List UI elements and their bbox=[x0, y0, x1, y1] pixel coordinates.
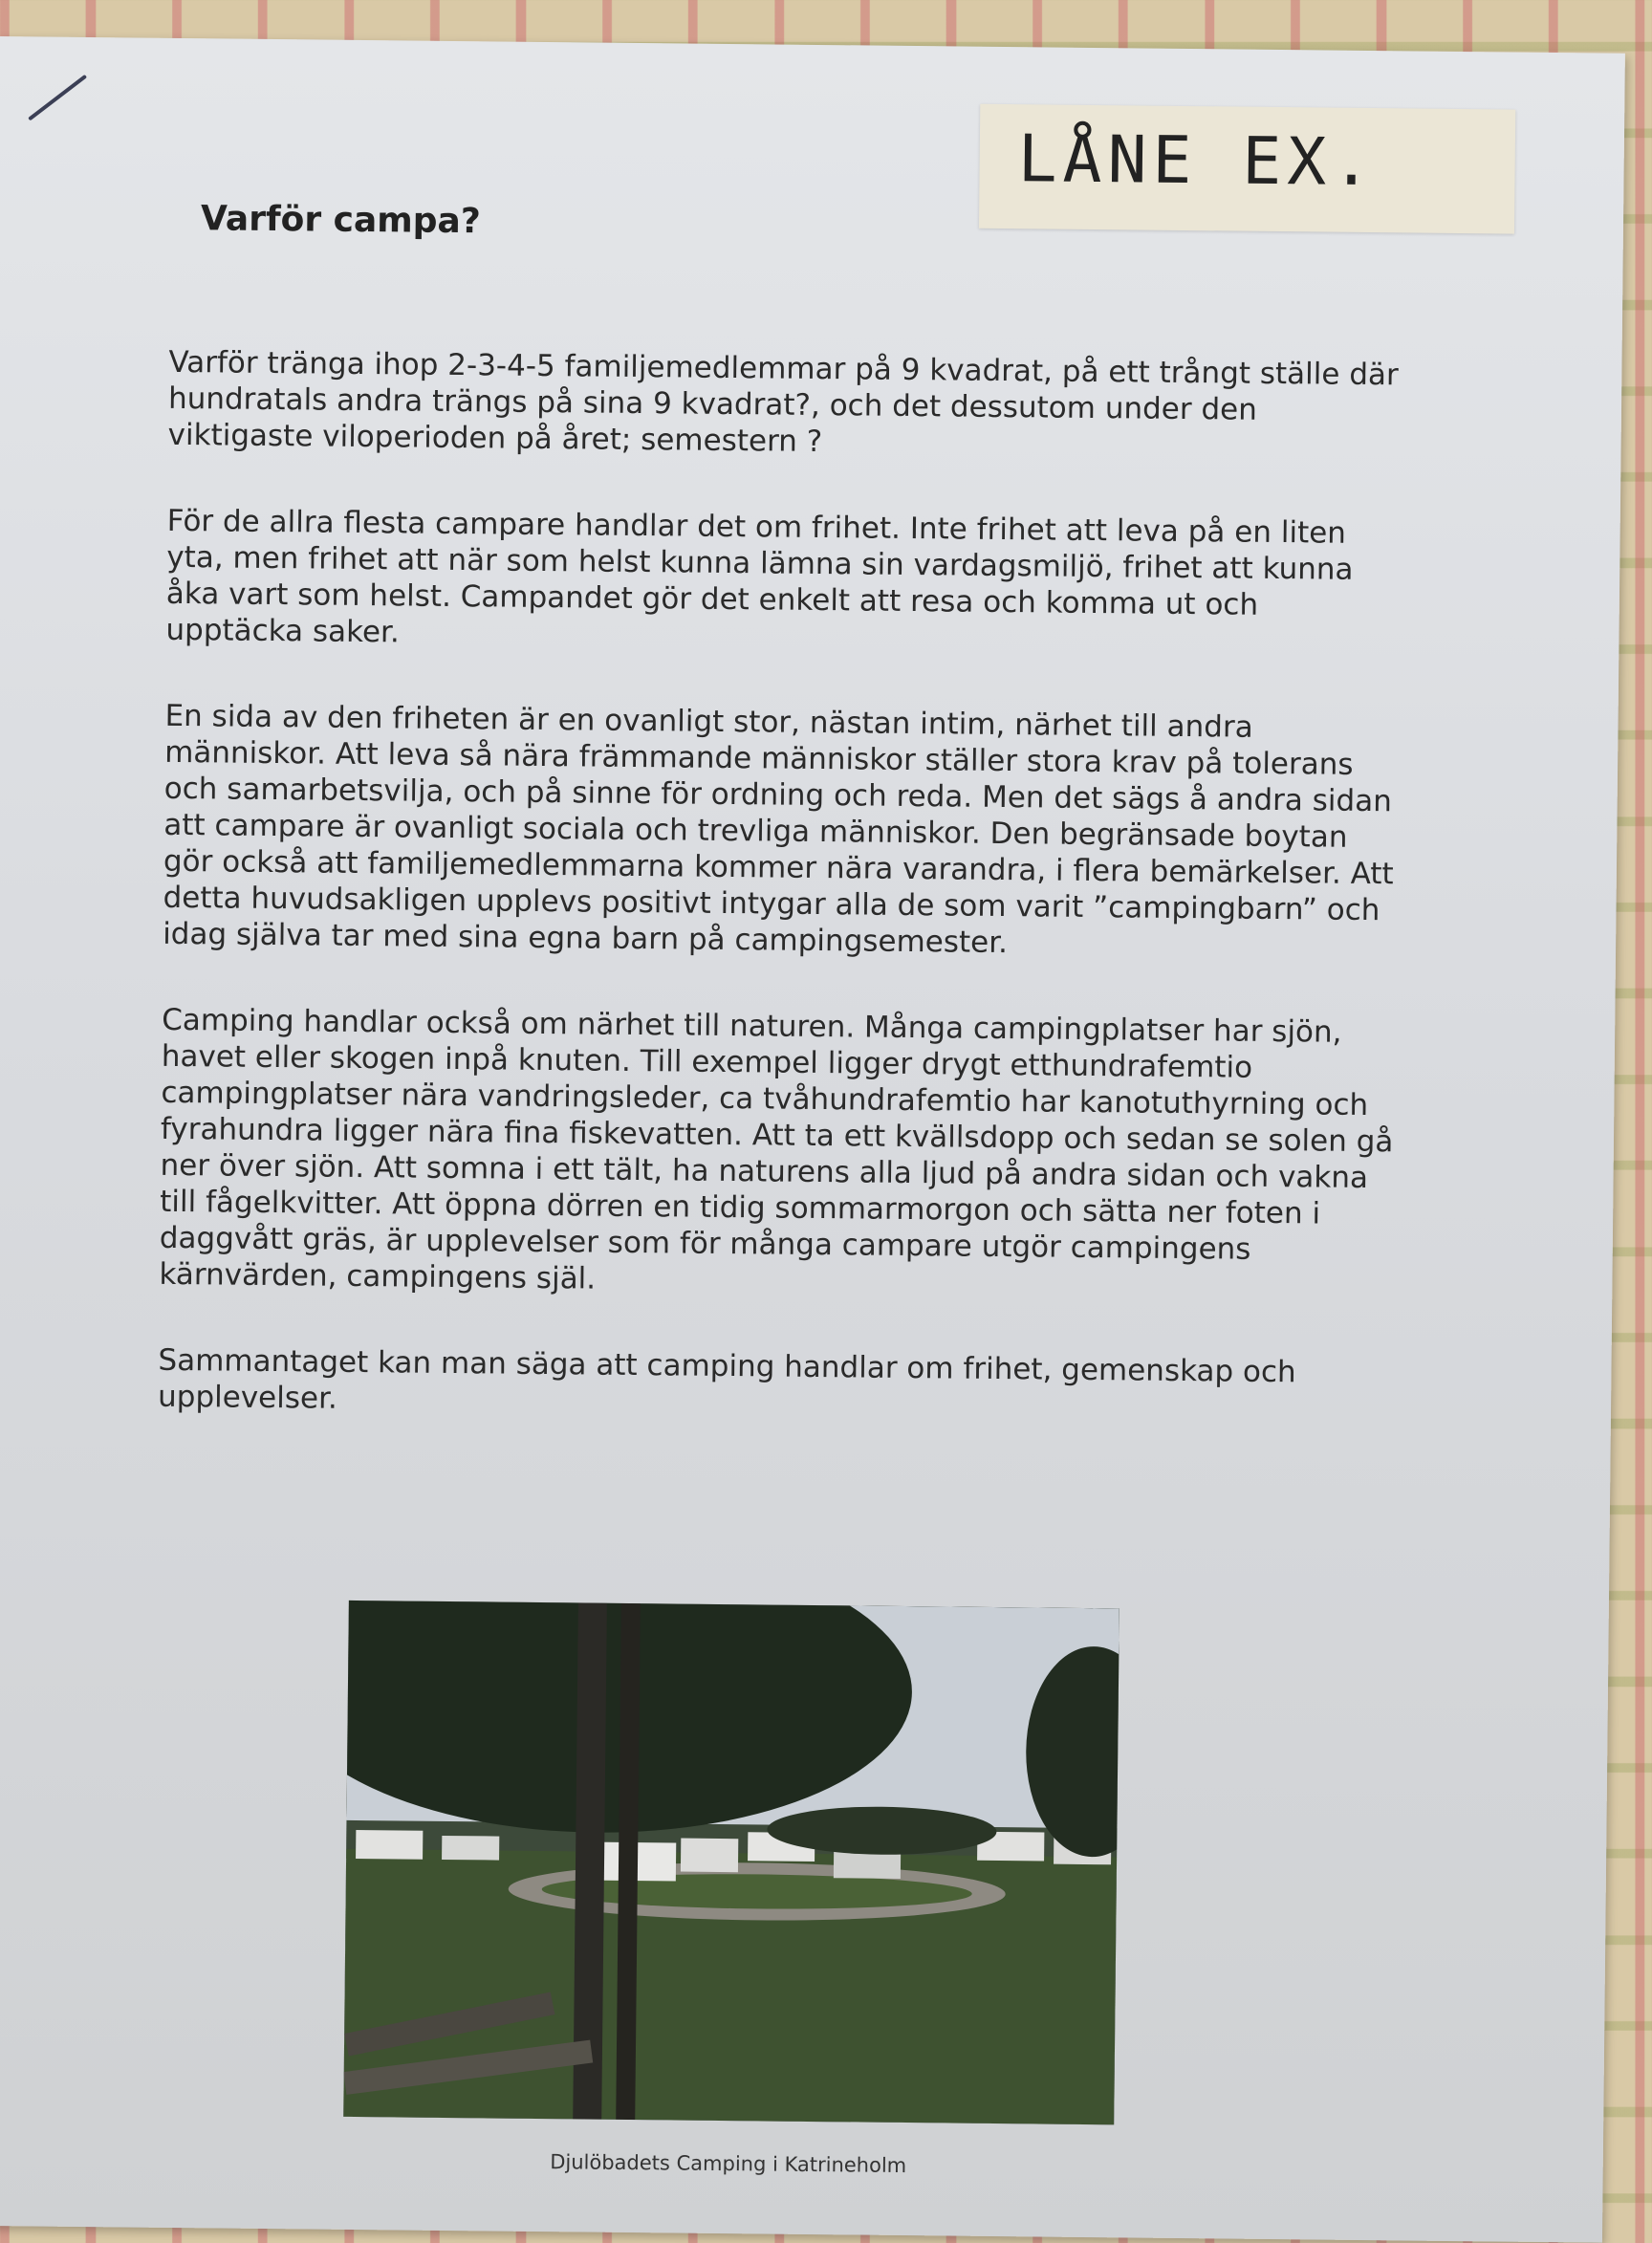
document-page bbox=[0, 36, 1625, 2243]
paragraph-3: En sida av den friheten är en ovanligt stor, nästan intim, närhet till andra människor. Att leva så nära främmande människor ställer stora krav på tolerans och samarbetsvilja, och på sinne för ordning och reda. Men det sägs å andra sidan att campare är ovanligt sociala och trevliga människor. Den begränsade boytan gör också att familjemedlemmarna kommer nära varandra, i flera bemärkelser. Att detta huvudsakligen upplevs positivt intygar alla de som varit ”campingbarn” och idag själva tar med sina egna barn på campingsemester. bbox=[162, 698, 1394, 961]
pen-mark bbox=[28, 75, 87, 121]
paragraph-4: Camping handlar också om närhet till naturen. Många campingplatser har sjön, havet eller skogen inpå knuten. Till exempel ligger drygt etthundrafemtio campingplatser nära vandringsleder, ca tvåhundrafemtio har kanotuthyrning och fyrahundra ligger nära fina fiskevatten. Att ta ett kvällsdopp och sedan se solen gå ner över sjön. Att somna i ett tält, ha naturens alla ljud på andra sidan och vakna till fågelkvitter. Att öppna dörren en tidig sommarmorgon och sätta ner foten i daggvått gräs, är upplevelser som för många campare utgör campingens kärnvärden, campingens själ. bbox=[159, 1002, 1394, 1296]
article-body bbox=[157, 344, 1402, 1477]
loan-sticker bbox=[979, 104, 1515, 234]
photo-caption: Djulöbadets Camping i Katrineholm bbox=[550, 2150, 907, 2178]
paragraph-5: Sammantaget kan man säga att camping handlar om frihet, gemenskap och upplevelser. bbox=[157, 1342, 1296, 1416]
paragraph-2: För de allra flesta campare handlar det om frihet. Inte frihet att leva på en liten yta, men frihet att när som helst kunna lämna sin vardagsmiljö, frihet att kunna åka vart som helst. Campandet gör det enkelt att resa och komma ut och upptäcka saker. bbox=[165, 503, 1354, 650]
paragraph-1: Varför tränga ihop 2-3-4-5 familjemedlemmar på 9 kvadrat, på ett trångt ställe där hundratals andra trängs på sina 9 kvadrat?, och det dessutom under den viktigaste viloperioden på året; semestern ? bbox=[167, 344, 1399, 460]
sticker-text: LÅNE EX. bbox=[1017, 121, 1378, 202]
page-title: Varför campa? bbox=[200, 199, 481, 242]
campsite-photo bbox=[343, 1601, 1119, 2124]
campsite-photo-illustration bbox=[343, 1601, 1119, 2124]
